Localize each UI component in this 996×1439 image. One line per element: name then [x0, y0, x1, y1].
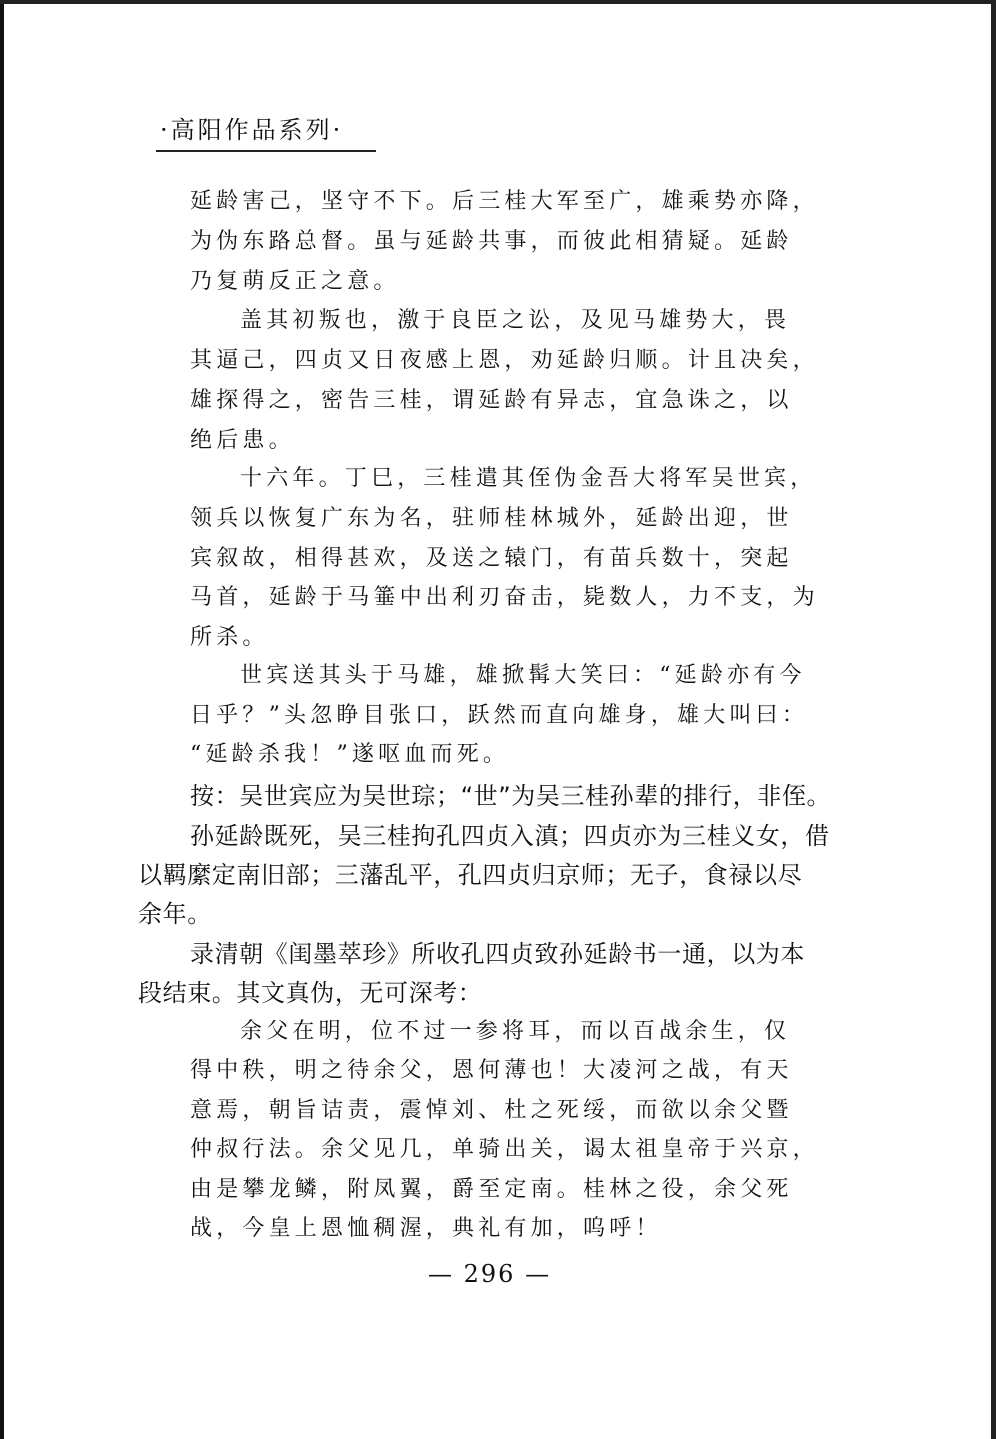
text-line: 世宾送其头于马雄，雄掀髯大笑曰：“延龄亦有今 — [240, 663, 806, 688]
text-line: 战，今皇上恩恤稠渥，典礼有加，呜呼！ — [190, 1216, 662, 1241]
header-rule — [156, 150, 376, 152]
text-line: 宾叙故，相得甚欢，及送之辕门，有苗兵数十，突起 — [190, 546, 793, 571]
text-line: 绝后患。 — [190, 428, 295, 453]
page-number: — 296 — — [428, 1260, 552, 1288]
text-line: 意焉，朝旨诘责，震悼刘、杜之死绥，而欲以余父暨 — [190, 1098, 793, 1123]
text-line: “延龄杀我！”遂呕血而死。 — [190, 742, 510, 767]
text-line: 余父在明，位不过一参将耳，而以百战余生，仅 — [240, 1019, 791, 1044]
text-line: 录清朝《闺墨萃珍》所收孔四贞致孙延龄书一通，以为本 — [190, 940, 805, 968]
text-line: 盖其初叛也，激于良臣之讼，及见马雄势大，畏 — [240, 308, 791, 333]
text-line: 段结束。其文真伪，无可深考： — [138, 979, 483, 1007]
text-line: 由是攀龙鳞，附凤翼，爵至定南。桂林之役，余父死 — [190, 1177, 793, 1202]
page-edge-right — [991, 0, 996, 1439]
page-edge-left — [0, 0, 4, 1439]
text-line: 其逼己，四贞又日夜感上恩，劝延龄归顺。计且决矣， — [190, 348, 819, 373]
text-line: 十六年。丁巳，三桂遣其侄伪金吾大将军吴世宾， — [240, 466, 817, 491]
text-line: 余年。 — [138, 900, 212, 928]
text-line: 马首，延龄于马箠中出利刃奋击，毙数人，力不支，为 — [190, 585, 819, 610]
text-line: 按：吴世宾应为吴世琮；“世”为吴三桂孙辈的排行，非侄。 — [190, 782, 832, 810]
page-edge-top — [0, 0, 996, 4]
text-line: 雄探得之，密告三桂，谓延龄有异志，宜急诛之，以 — [190, 388, 793, 413]
text-line: 日乎？”头忽睁目张口，跃然而直向雄身，雄大叫曰： — [190, 703, 809, 728]
text-line: 乃复萌反正之意。 — [190, 269, 400, 294]
text-line: 延龄害己，坚守不下。后三桂大军至广，雄乘势亦降， — [190, 189, 819, 214]
text-line: 为伪东路总督。虽与延龄共事，而彼此相猜疑。延龄 — [190, 229, 793, 254]
text-line: 领兵以恢复广东为名，驻师桂林城外，延龄出迎，世 — [190, 506, 793, 531]
running-header: ·高阳作品系列· — [160, 116, 344, 144]
text-line: 所杀。 — [190, 625, 269, 650]
text-line: 孙延龄既死，吴三桂拘孔四贞入滇；四贞亦为三桂义女，借 — [190, 822, 830, 850]
text-line: 以羁縻定南旧部；三藩乱平，孔四贞归京师；无子，食禄以尽 — [138, 861, 803, 889]
text-line: 仲叔行法。余父见几，单骑出关，谒太祖皇帝于兴京， — [190, 1137, 819, 1162]
text-line: 得中秩，明之待余父，恩何薄也！大凌河之战，有天 — [190, 1058, 793, 1083]
